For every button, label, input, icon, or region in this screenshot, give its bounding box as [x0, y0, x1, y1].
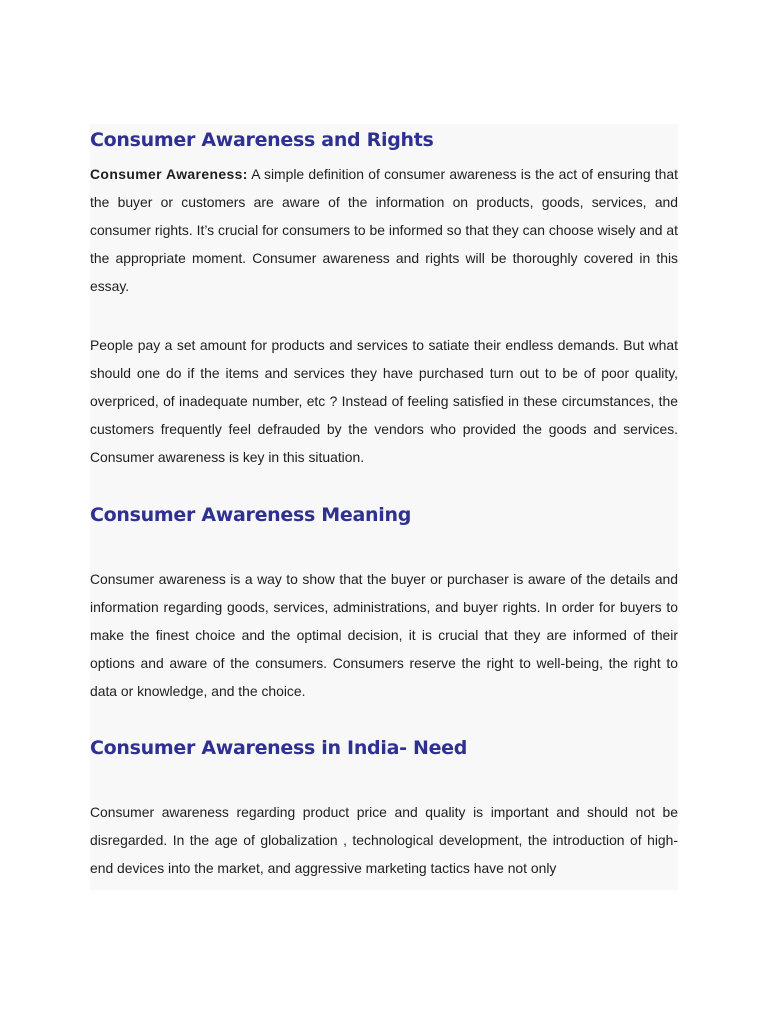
paragraph-awareness-meaning: Consumer awareness is a way to show that the buyer or purchaser is aware of the details and information regarding goods, services, administrations, and buyer rights. In order for buyers to make the finest choice and the optimal decision, it is crucial that they are informed of their options and aware of the consumers. Consumers reserve the right to well-being, the right to data or knowledge, and the choice. [90, 571, 678, 699]
paragraph-text: A simple definition of consumer awareness is the act of ensuring that the buyer or customers are aware of the information on products, goods, services, and consumer rights. It’s crucial for consumers to be informed so that they can choose wisely and at the appropriate moment. Consumer awareness and rights will be thoroughly covered in this essay. [90, 166, 678, 294]
article-content [90, 124, 678, 890]
heading-consumer-awareness-meaning: Consumer Awareness Meaning [90, 504, 411, 526]
paragraph-people-pay: People pay a set amount for products and services to satiate their endless demands. But what should one do if the items and services they have purchased turn out to be of poor quality, overpriced, of inadequate number, etc ? Instead of feeling satisfied in these circumstances, the customers frequently feel defrauded by the vendors who provided the goods and services. Consumer awareness is key in this situation. [90, 337, 678, 465]
heading-consumer-awareness-india-need: Consumer Awareness in India- Need [90, 737, 468, 759]
heading-consumer-awareness-and-rights: Consumer Awareness and Rights [90, 129, 434, 151]
paragraph-consumer-awareness-definition [90, 160, 678, 300]
lead-term: Consumer Awareness: [90, 166, 248, 182]
paragraph-awareness-india: Consumer awareness regarding product price and quality is important and should not be disregarded. In the age of globalization , technological development, the introduction of high-end devices into the market, and aggressive marketing tactics have not only [90, 804, 678, 876]
